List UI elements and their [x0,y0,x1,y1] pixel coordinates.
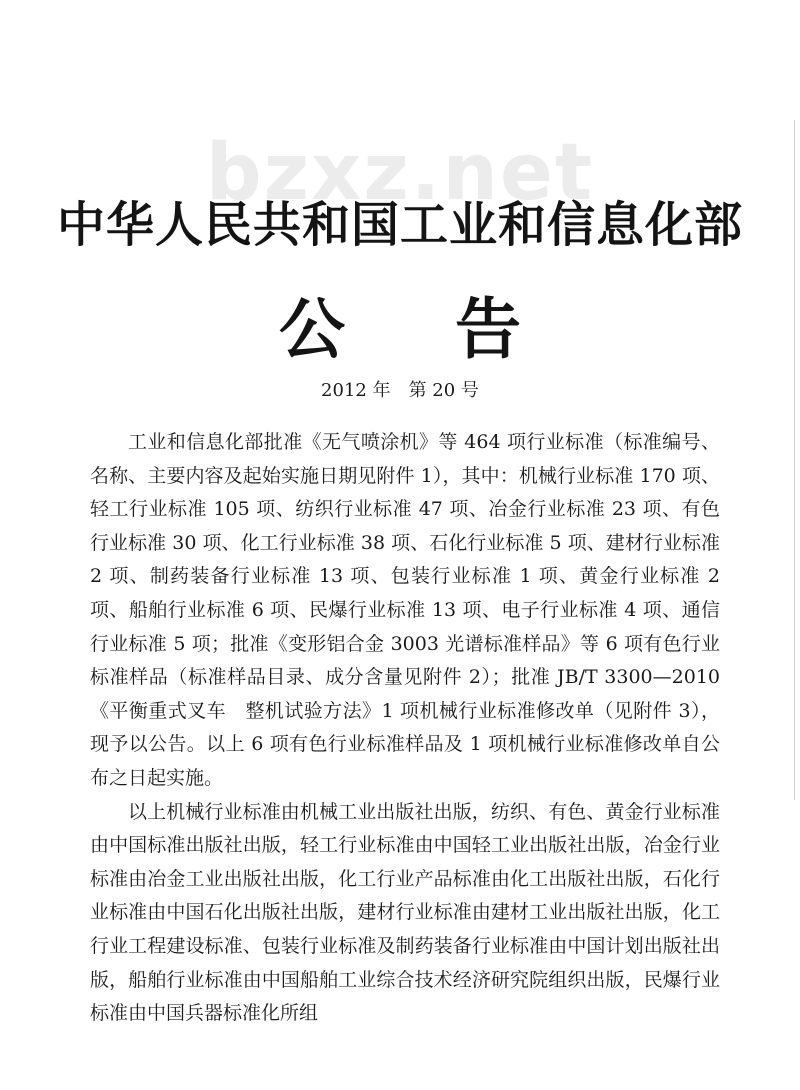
watermark: bzxz.net [205,128,595,218]
document-title: 公告 [279,291,631,368]
body-paragraph-2: 以上机械行业标准由机械工业出版社出版，纺织、有色、黄金行业标准由中国标准出版社出版，轻工行业标准由中国轻工业出版社出版，冶金行业标准由冶金工业出版社出版，化工行业产品标准由化工出版社出版，石化行业标准由中国石化出版社出版，建材行业标准由建材工业出版社出版，化工行业工程建设标准、包装行业标准及制药装备行业标准由中国计划出版社出版，船舶行业标准由中国船舶工业综合技术经济研究院组织出版，民爆行业标准由中国兵器标准化所组 [90,800,720,1025]
announcement-body [90,426,720,1031]
document-number: 2012 年 第 20 号 [321,380,479,401]
body-paragraph-1: 工业和信息化部批准《无气喷涂机》等 464 项行业标准（标准编号、名称、主要内容及起始实施日期见附件 1），其中：机械行业标准 170 项、轻工行业标准 105 项、纺织行业标准 47 项、冶金行业标准 23 项、有色行业标准 30 项、化工行业标准 38 项、石化行业标准 5 项、建材行业标准 2 项、制药装备行业标准 13 项、包装行业标准 1 项、黄金行业标准 2 项、船舶行业标准 6 项、民爆行业标准 13 项、电子行业标准 4 项、通信行业标准 5 项；批准《变形铝合金 3003 光谱标准样品》等 6 项有色行业标准样品（标准样品目录、成分含量见附件 2）；批准 JB/T 3300—2010《平衡重式叉车 整机试验方法》1 项机械行业标准修改单（见附件 3），现予以公告。以上 6 项有色行业标准样品及 1 项机械行业标准修改单自公布之日起实施。 [90,431,720,789]
issuing-authority: 中华人民共和国工业和信息化部 [56,197,743,253]
